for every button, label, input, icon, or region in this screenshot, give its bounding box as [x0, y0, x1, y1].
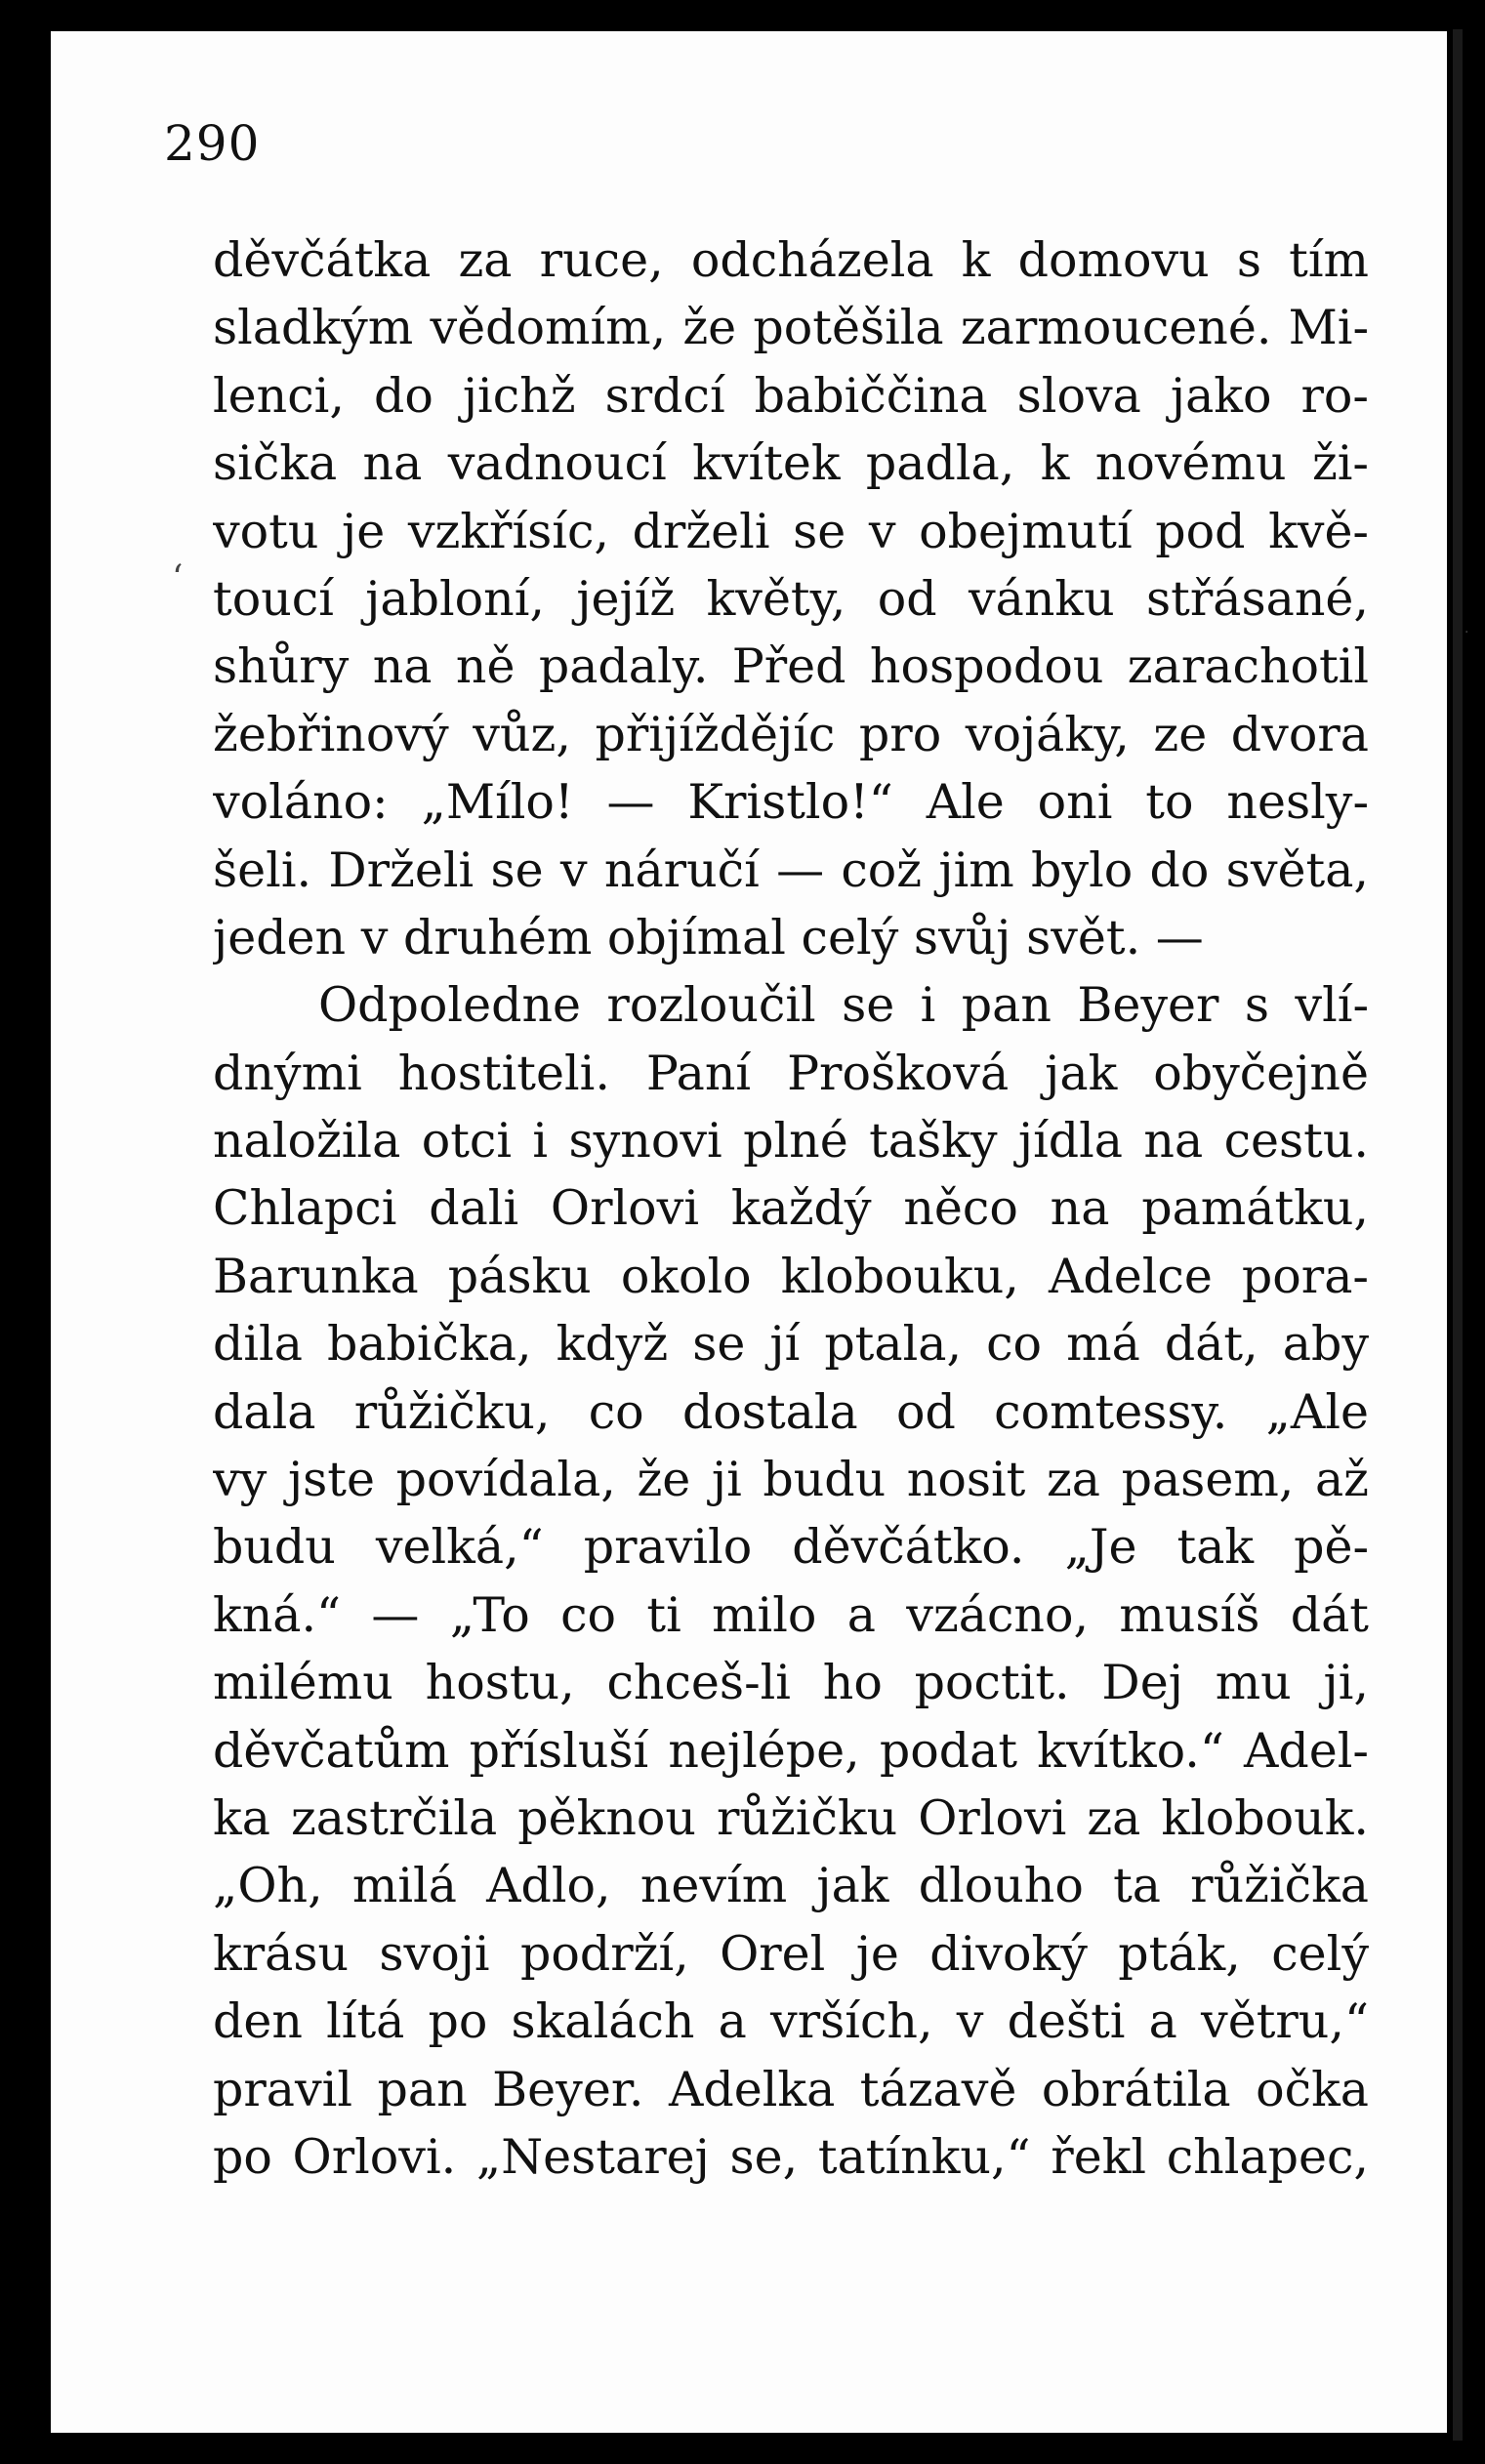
text-line: budu velká,“ pravilo děvčátko. „Je tak pě-: [213, 1519, 1369, 1576]
text-line: „Oh, milá Adlo, nevím jak dlouho ta růžička: [213, 1858, 1369, 1914]
text-line: shůry na ně padaly. Před hospodou zarachotil: [213, 638, 1369, 695]
text-line: sička na vadnoucí kvítek padla, k novému ži-: [213, 435, 1369, 492]
margin-mark: ʻ: [172, 558, 184, 598]
text-line: po Orlovi. „Nestarej se, tatínku,“ řekl chlapec,: [213, 2128, 1369, 2185]
text-line: děvčátka za ruce, odcházela k domovu s tím: [213, 232, 1369, 288]
page-number: 290: [164, 115, 261, 172]
text-line: ka zastrčila pěknou růžičku Orlovi za klobouk.: [213, 1789, 1369, 1846]
text-line: dnými hostiteli. Paní Prošková jak obyčejně: [213, 1045, 1369, 1101]
text-line: dila babička, když se jí ptala, co má dát, aby: [213, 1316, 1369, 1373]
text-line: Barunka pásku okolo klobouku, Adelce pora-: [213, 1248, 1369, 1304]
text-line: milému hostu, chceš-li ho poctit. Dej mu ji,: [213, 1655, 1369, 1711]
text-line: den lítá po skalách a vrších, v dešti a větru,“: [213, 1993, 1369, 2050]
text-line: krásu svoji podrží, Orel je divoký pták, celý: [213, 1925, 1369, 1982]
text-line: naložila otci i synovi plné tašky jídla na cestu.: [213, 1113, 1369, 1170]
text-line: kná.“ — „To co ti milo a vzácno, musíš dát: [213, 1586, 1369, 1643]
text-line: Chlapci dali Orlovi každý něco na památku,: [213, 1180, 1369, 1237]
page-edge-shadow: [1453, 29, 1463, 2441]
text-line-indented: Odpoledne rozloučil se i pan Beyer s vlí-: [318, 977, 1369, 1034]
text-line: děvčatům přísluší nejlépe, podat kvítko.“ Adel-: [213, 1722, 1369, 1779]
body-text: [213, 226, 1369, 2191]
text-line: dala růžičku, co dostala od comtessy. „Ale: [213, 1383, 1369, 1440]
text-line: jeden v druhém objímal celý svůj svět. —: [213, 909, 1204, 965]
text-line: votu je vzkřísíc, drželi se v obejmutí pod kvě-: [213, 503, 1369, 559]
text-line: sladkým vědomím, že potěšila zarmoucené. Mi-: [213, 300, 1369, 356]
text-line: lenci, do jichž srdcí babiččina slova jako ro-: [213, 367, 1369, 424]
text-line: šeli. Drželi se v náručí — což jim bylo do světa,: [213, 842, 1369, 898]
text-line: vy jste povídala, že ji budu nosit za pasem, až: [213, 1452, 1369, 1508]
text-line: žebřinový vůz, přijíždějíc pro vojáky, ze dvora: [213, 706, 1369, 762]
text-line: voláno: „Mílo! — Kristlo!“ Ale oni to nesly-: [213, 774, 1369, 831]
margin-speck: ·: [1464, 625, 1469, 640]
text-line: toucí jabloní, jejíž květy, od vánku střásané,: [213, 570, 1369, 627]
text-line: pravil pan Beyer. Adelka tázavě obrátila očka: [213, 2061, 1369, 2117]
